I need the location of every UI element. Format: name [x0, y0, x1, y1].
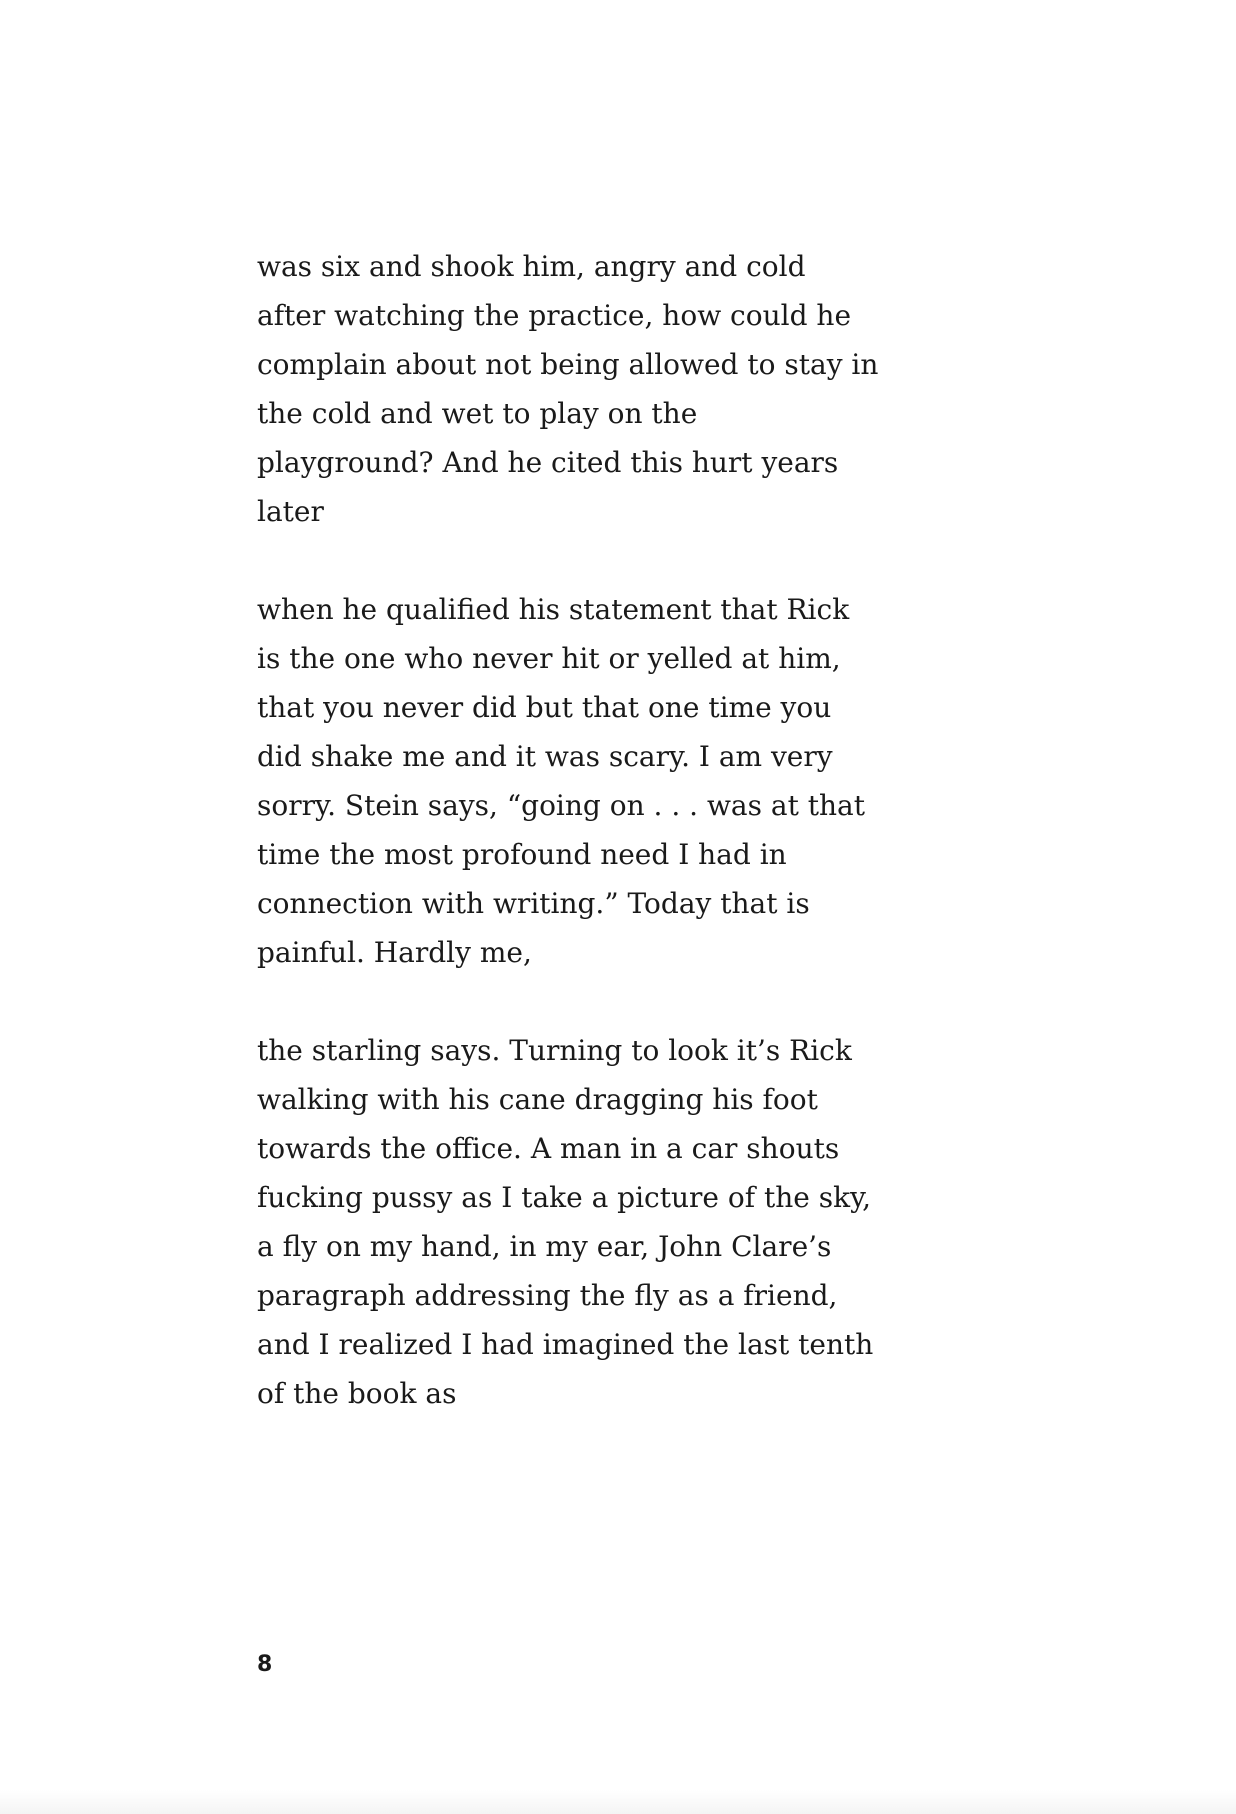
poem-line: time the most profound need I had in	[257, 838, 787, 871]
poem-line: did shake me and it was scary. I am very	[257, 740, 833, 773]
poem-line: playground? And he cited this hurt years	[257, 446, 839, 479]
poem-line: after watching the practice, how could he	[257, 299, 852, 332]
poem-line: paragraph addressing the fly as a friend,	[257, 1279, 838, 1312]
poem-line: walking with his cane dragging his foot	[257, 1083, 818, 1116]
poem-line: that you never did but that one time you	[257, 691, 832, 724]
poem-line: later	[257, 495, 324, 528]
poem-line: connection with writing.” Today that is	[257, 887, 810, 920]
poem-line: was six and shook him, angry and cold	[257, 250, 806, 283]
poem-line: is the one who never hit or yelled at him,	[257, 642, 841, 675]
poem-line: towards the office. A man in a car shouts	[257, 1132, 840, 1165]
poem-line: when he qualified his statement that Rick	[257, 593, 850, 626]
poem-line: fucking pussy as I take a picture of the sky,	[257, 1181, 872, 1214]
poem-line: the starling says. Turning to look it’s Rick	[257, 1034, 852, 1067]
poem-line: complain about not being allowed to stay in	[257, 348, 879, 381]
poem-line: painful. Hardly me,	[257, 936, 532, 969]
stanza-3	[257, 1026, 877, 1418]
poem-line: sorry. Stein says, “going on . . . was at that	[257, 789, 865, 822]
page-number: 8	[257, 1652, 273, 1677]
stanza-1	[257, 242, 877, 536]
poem-line: of the book as	[257, 1377, 457, 1410]
poem-body	[257, 242, 877, 1467]
poem-line: and I realized I had imagined the last tenth	[257, 1328, 874, 1361]
poem-line: a fly on my hand, in my ear, John Clare’s	[257, 1230, 832, 1263]
stanza-2	[257, 585, 877, 977]
page-bottom-edge	[0, 1790, 1236, 1814]
poem-line: the cold and wet to play on the	[257, 397, 698, 430]
